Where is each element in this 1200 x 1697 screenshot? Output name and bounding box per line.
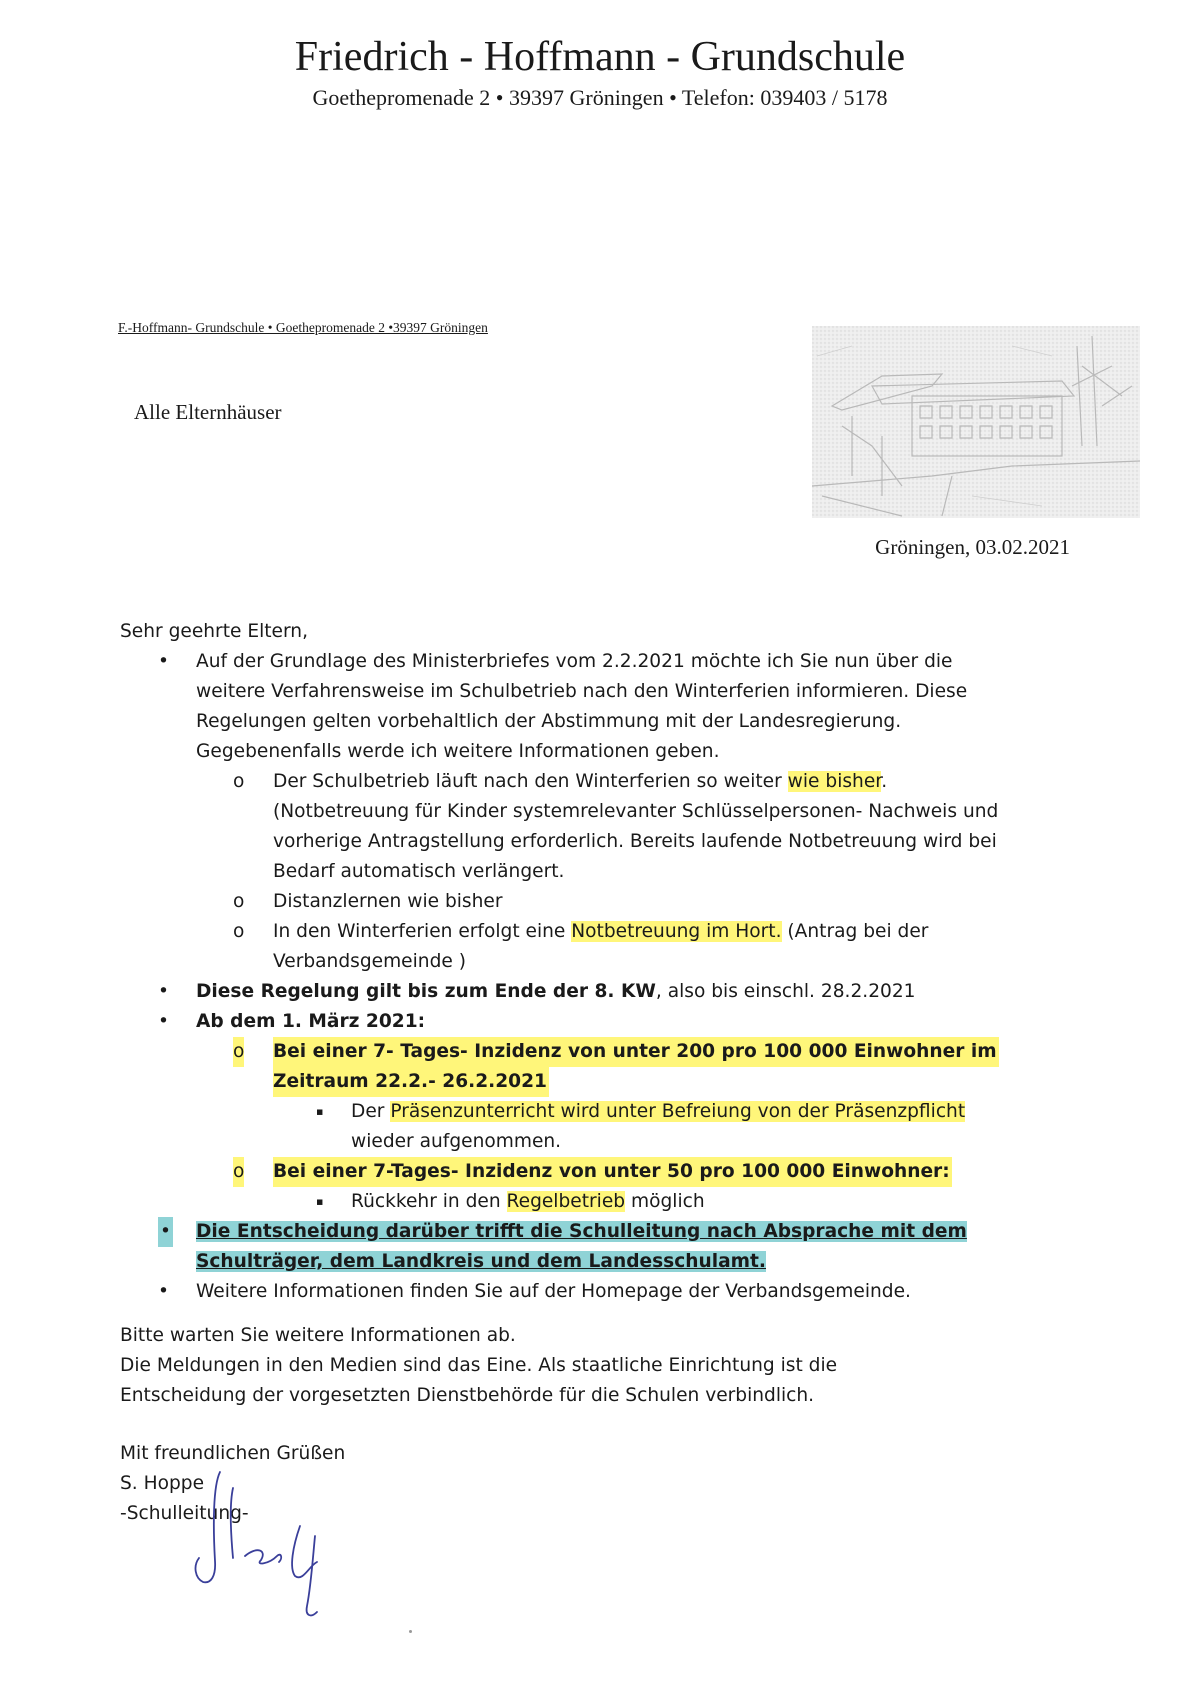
bullet-marker: • xyxy=(158,981,169,1002)
paragraph-text: . xyxy=(881,771,888,792)
highlighted-text: Die Entscheidung darüber trifft die Schulleitung nach Absprache mit dem xyxy=(196,1221,967,1242)
list-item xyxy=(120,887,1090,917)
bullet-marker: ▪ xyxy=(316,1105,324,1118)
list-item xyxy=(120,1277,1090,1307)
highlighted-text: Präsenzunterricht wird unter Befreiung von der Präsenzpflicht xyxy=(390,1101,966,1122)
paragraph-line: (Notbetreuung für Kinder systemrelevanter Schlüsselpersonen- Nachweis und xyxy=(273,801,999,822)
paragraph-line: Bedarf automatisch verlängert. xyxy=(273,861,565,882)
bullet-marker: o xyxy=(233,921,245,942)
paragraph-text: (Antrag bei der xyxy=(781,921,929,942)
list-item xyxy=(120,767,1090,887)
bullet-marker: o xyxy=(233,1037,244,1067)
scan-speck xyxy=(409,1630,412,1633)
list-item xyxy=(120,1007,1090,1037)
paragraph-text: , also bis einschl. 28.2.2021 xyxy=(655,981,916,1002)
school-address: Goethepromenade 2 • 39397 Gröningen • Telefon: 039403 / 5178 xyxy=(312,85,888,110)
highlighted-text: Zeitraum 22.2.- 26.2.2021 xyxy=(273,1067,549,1097)
paragraph-text: Der xyxy=(351,1101,391,1122)
bullet-marker: o xyxy=(233,771,245,792)
list-item xyxy=(120,1097,1090,1157)
highlighted-text: Schulträger, dem Landkreis und dem Landesschulamt. xyxy=(196,1251,766,1272)
paragraph-line: Auf der Grundlage des Ministerbriefes vom 2.2.2021 möchte ich Sie nun über die xyxy=(196,651,953,672)
signer-name: S. Hoppe xyxy=(120,1473,205,1494)
paragraph-line: Bitte warten Sie weitere Informationen ab. xyxy=(120,1325,516,1346)
list-item xyxy=(120,1037,1090,1097)
paragraph-line: Entscheidung der vorgesetzten Dienstbehörde für die Schulen verbindlich. xyxy=(120,1385,815,1406)
paragraph-line: weitere Verfahrensweise im Schulbetrieb nach den Winterferien informieren. Diese xyxy=(196,681,968,702)
paragraph-text: Rückkehr in den xyxy=(351,1191,507,1212)
bold-text: Ab dem 1. März 2021: xyxy=(196,1011,426,1032)
paragraph-text: In den Winterferien erfolgt eine xyxy=(273,921,572,942)
sender-return-address: F.-Hoffmann- Grundschule • Goethepromenade 2 •39397 Gröningen xyxy=(118,320,488,335)
date-line: Gröningen, 03.02.2021 xyxy=(875,535,1070,559)
paragraph-line: Distanzlernen wie bisher xyxy=(273,891,503,912)
paragraph-line: Regelungen gelten vorbehaltlich der Abstimmung mit der Landesregierung. xyxy=(196,711,902,732)
paragraph-line: vorherige Antragstellung erforderlich. Bereits laufende Notbetreuung wird bei xyxy=(273,831,997,852)
bullet-marker: • xyxy=(158,1011,169,1032)
list-item xyxy=(120,1217,1090,1277)
highlighted-text: Regelbetrieb xyxy=(506,1191,626,1212)
salutation: Sehr geehrte Eltern, xyxy=(120,621,308,642)
signoff xyxy=(120,1439,1090,1529)
paragraph-line: Gegebenenfalls werde ich weitere Informationen geben. xyxy=(196,741,720,762)
bold-text: Diese Regelung gilt bis zum Ende der 8. KW xyxy=(196,981,656,1002)
signer-role: -Schulleitung- xyxy=(120,1503,249,1524)
bullet-marker: ▪ xyxy=(316,1195,324,1208)
highlighted-text: Bei einer 7-Tages- Inzidenz von unter 50 pro 100 000 Einwohner: xyxy=(273,1157,952,1187)
highlighted-text: Bei einer 7- Tages- Inzidenz von unter 200 pro 100 000 Einwohner im xyxy=(273,1037,999,1067)
paragraph-line: Verbandsgemeinde ) xyxy=(273,951,466,972)
closing-paragraph xyxy=(120,1321,1090,1411)
list-item xyxy=(120,1187,1090,1217)
closing-greeting: Mit freundlichen Grüßen xyxy=(120,1443,346,1464)
embossed-school-stamp xyxy=(812,326,1140,518)
letter-body xyxy=(120,617,1090,1529)
highlighted-text: Notbetreuung im Hort. xyxy=(571,921,782,942)
paragraph-line: Weitere Informationen finden Sie auf der Homepage der Verbandsgemeinde. xyxy=(196,1281,911,1302)
list-item xyxy=(120,647,1090,767)
bullet-marker: o xyxy=(233,1157,244,1187)
school-name: Friedrich - Hoffmann - Grundschule xyxy=(294,34,906,80)
list-item xyxy=(120,1157,1090,1187)
bullet-marker: o xyxy=(233,891,245,912)
paragraph-line: Die Meldungen in den Medien sind das Eine. Als staatliche Einrichtung ist die xyxy=(120,1355,838,1376)
bullet-marker: • xyxy=(158,1281,169,1302)
paragraph-text: Der Schulbetrieb läuft nach den Winterferien so weiter xyxy=(273,771,788,792)
paragraph-text: möglich xyxy=(625,1191,705,1212)
bullet-marker: • xyxy=(158,1217,173,1247)
recipient: Alle Elternhäuser xyxy=(134,400,282,424)
paragraph-line: wieder aufgenommen. xyxy=(351,1131,562,1152)
list-item xyxy=(120,977,1090,1007)
bullet-marker: • xyxy=(158,651,169,672)
highlighted-text: wie bisher xyxy=(787,771,882,792)
list-item xyxy=(120,917,1090,977)
